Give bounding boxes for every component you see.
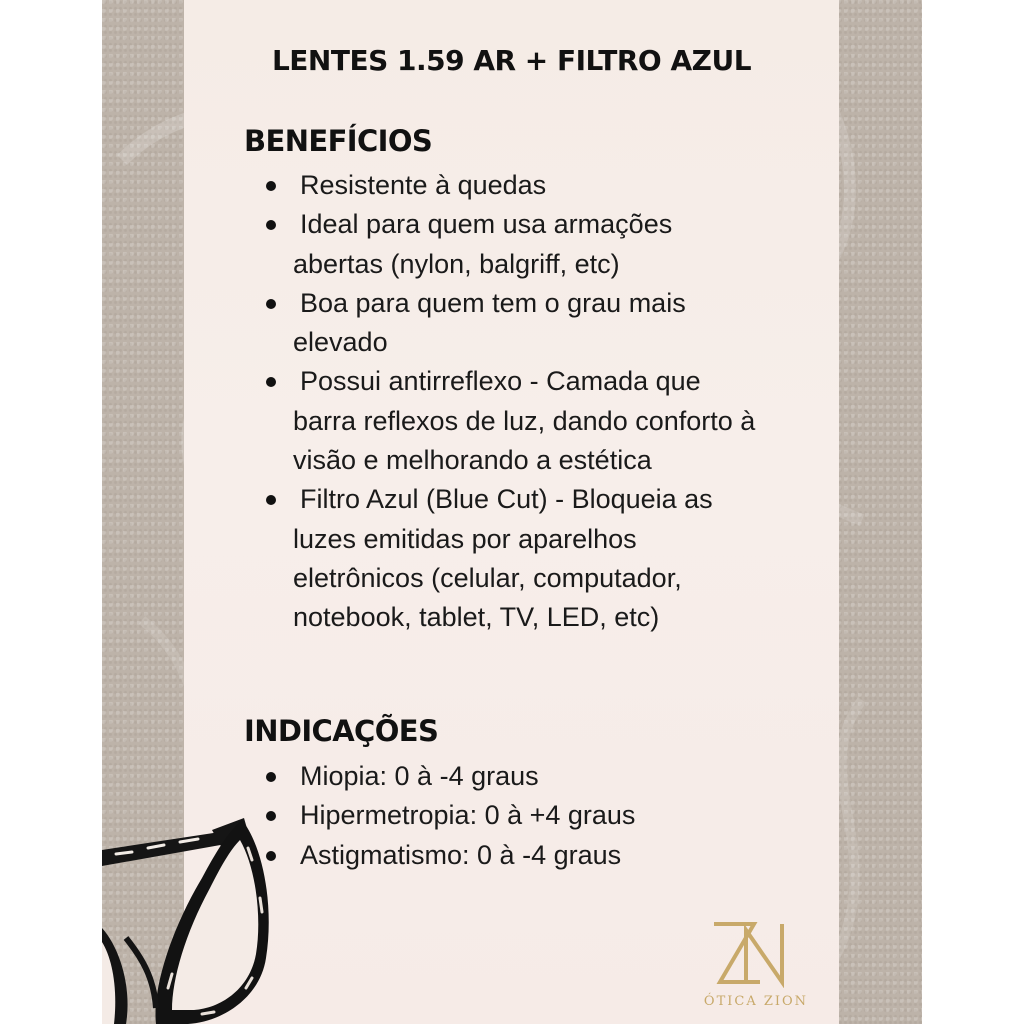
eyeglasses-icon	[102, 808, 277, 1024]
indicacao-text: Hipermetropia: 0 à +4 graus	[300, 800, 636, 831]
page-title: LENTES 1.59 AR + FILTRO AZUL	[271, 44, 752, 77]
list-item	[263, 836, 763, 875]
bullet-icon	[266, 181, 276, 191]
list-item	[263, 480, 763, 637]
beneficio-text: Ideal para quem usa armações abertas (nylon, balgriff, etc)	[293, 209, 673, 279]
beneficio-text: Filtro Azul (Blue Cut) - Bloqueia as luzes emitidas por aparelhos eletrônicos (celular, computador, notebook, tablet, TV, LED, etc)	[293, 484, 713, 633]
bullet-icon	[266, 772, 276, 782]
beneficios-heading: BENEFÍCIOS	[244, 124, 433, 158]
brand-name: ÓTICA ZION	[703, 994, 809, 1009]
bullet-icon	[266, 220, 276, 230]
beneficio-text: Resistente à quedas	[300, 170, 547, 200]
list-item	[263, 205, 763, 284]
list-item	[263, 166, 763, 205]
indicacao-text: Miopia: 0 à -4 graus	[300, 761, 539, 791]
list-item	[263, 757, 763, 796]
bullet-icon	[266, 377, 276, 387]
beneficios-list	[263, 166, 763, 638]
beneficio-text: Possui antirreflexo - Camada que barra reflexos de luz, dando conforto à visão e melhorando a estética	[293, 366, 756, 476]
brand-logo	[700, 918, 812, 1018]
beneficio-text: Boa para quem tem o grau mais elevado	[293, 287, 686, 358]
list-item	[263, 362, 763, 480]
indicacoes-heading: INDICAÇÕES	[244, 714, 439, 748]
indicacoes-list	[263, 757, 763, 875]
list-item	[263, 796, 763, 835]
bullet-icon	[266, 495, 276, 505]
list-item	[263, 284, 763, 363]
bullet-icon	[266, 299, 276, 309]
indicacao-text: Astigmatismo: 0 à -4 graus	[300, 839, 622, 870]
zn-monogram-logo-icon	[708, 920, 792, 988]
